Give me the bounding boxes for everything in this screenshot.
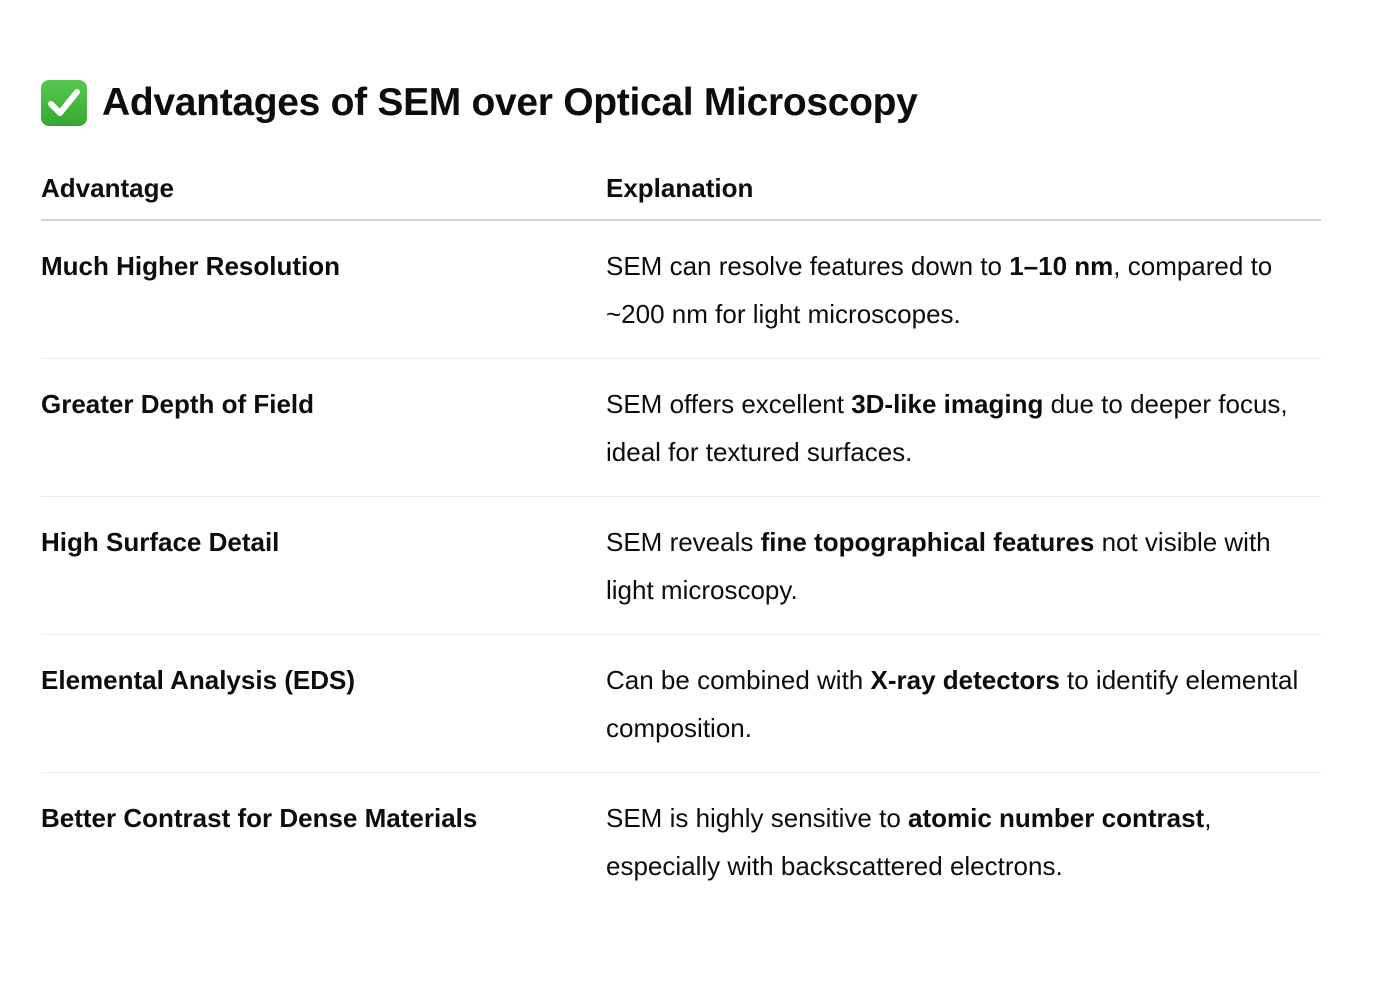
advantages-table xyxy=(41,158,1321,910)
explanation-segment: , especially with backscattered electrons. xyxy=(606,803,1212,881)
explanation-emphasis: 3D-like imaging xyxy=(851,389,1044,419)
explanation-emphasis: 1–10 nm xyxy=(1009,251,1114,281)
explanation-segment: SEM is highly sensitive to xyxy=(606,803,909,833)
explanation-text xyxy=(606,497,1321,614)
advantage-cell xyxy=(41,497,606,635)
column-header-advantage: Advantage xyxy=(41,158,606,220)
advantage-cell xyxy=(41,635,606,773)
table-row xyxy=(41,773,1321,911)
explanation-cell xyxy=(606,635,1321,773)
explanation-segment: not visible with light microscopy. xyxy=(606,527,1271,605)
explanation-cell xyxy=(606,773,1321,911)
explanation-cell xyxy=(606,497,1321,635)
advantage-label: High Surface Detail xyxy=(41,527,280,557)
advantage-label: Better Contrast for Dense Materials xyxy=(41,803,478,833)
explanation-text xyxy=(606,635,1321,752)
table-body xyxy=(41,220,1321,910)
explanation-emphasis: X-ray detectors xyxy=(870,665,1060,695)
explanation-segment: SEM can resolve features down to xyxy=(606,251,1010,281)
explanation-segment: SEM reveals xyxy=(606,527,761,557)
explanation-text xyxy=(606,221,1321,338)
explanation-emphasis: fine topographical features xyxy=(760,527,1095,557)
explanation-segment: due to deeper focus, ideal for textured surfaces. xyxy=(606,389,1288,467)
table-row xyxy=(41,497,1321,635)
explanation-cell xyxy=(606,359,1321,497)
advantage-label: Greater Depth of Field xyxy=(41,389,315,419)
explanation-segment: to identify elemental composition. xyxy=(606,665,1299,743)
explanation-emphasis: atomic number contrast xyxy=(908,803,1205,833)
advantage-cell xyxy=(41,359,606,497)
advantage-cell xyxy=(41,773,606,911)
table-header-row xyxy=(41,158,1321,220)
table-row xyxy=(41,635,1321,773)
advantage-label: Elemental Analysis (EDS) xyxy=(41,665,356,695)
explanation-text xyxy=(606,773,1321,890)
check-mark-button-icon xyxy=(41,80,87,126)
column-header-explanation: Explanation xyxy=(606,158,1321,220)
explanation-segment: Can be combined with xyxy=(606,665,871,695)
page-title xyxy=(41,80,918,126)
table-row xyxy=(41,359,1321,497)
page-title-text: Advantages of SEM over Optical Microscopy xyxy=(102,81,918,124)
table-row xyxy=(41,220,1321,359)
advantage-cell xyxy=(41,220,606,359)
explanation-segment: SEM offers excellent xyxy=(606,389,852,419)
explanation-cell xyxy=(606,220,1321,359)
explanation-segment: , compared to ~200 nm for light microscopes. xyxy=(606,251,1273,329)
explanation-text xyxy=(606,359,1321,476)
advantage-label: Much Higher Resolution xyxy=(41,251,340,281)
